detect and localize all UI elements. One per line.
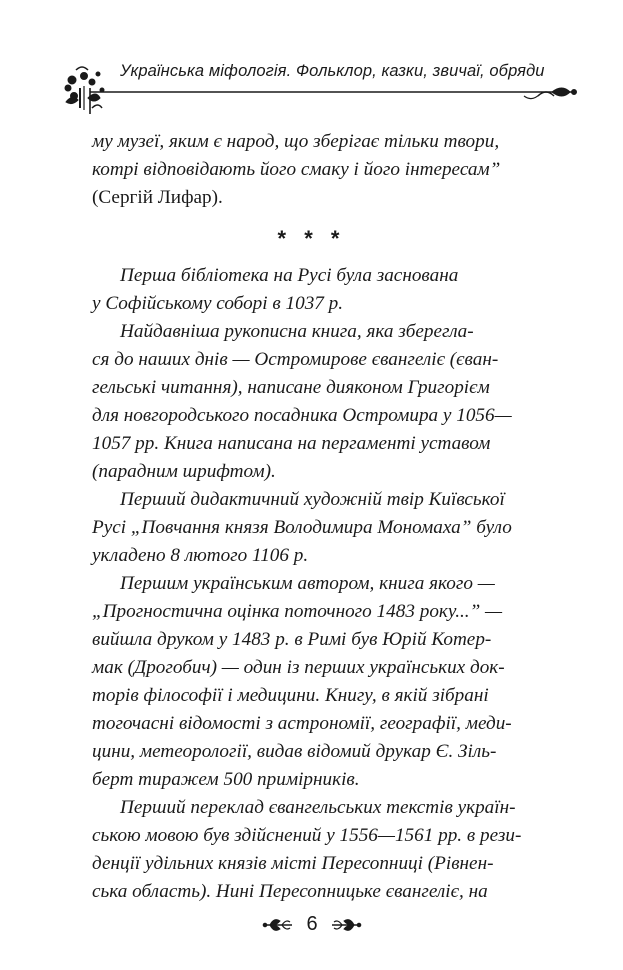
page-number: 6	[306, 913, 318, 935]
text-line: 1057 рр. Книга написана на пергаменті уставом	[92, 433, 491, 454]
leaf-flourish-icon	[262, 916, 294, 934]
text-line: Перший переклад євангельських текстів україн-	[120, 797, 516, 818]
text-line: му музеї, яким є народ, що зберігає тільки твори,	[92, 131, 500, 152]
text-line: (парадним шрифтом).	[92, 461, 276, 482]
text-line: ся до наших днів — Остромирове євангеліє (єван-	[92, 349, 499, 370]
text-line: ська область). Нині Пересопницьке євангеліє, на	[92, 881, 488, 902]
text-line: цини, метеорології, видав відомий друкар Є. Зіль-	[92, 741, 497, 762]
text-line: торів філософії і медицини. Книгу, в якій зібрані	[92, 685, 489, 706]
text-line: у Софійському соборі в 1037 р.	[92, 293, 344, 314]
header-title: Українська міфологія. Фольклор, казки, звичаї, обряди	[120, 62, 545, 80]
text-line: Першим українським автором, книга якого —	[120, 573, 495, 594]
text-line: ською мовою був здійснений у 1556—1561 рр. в рези-	[92, 825, 522, 846]
text-line: тогочасні відомості з астрономії, географії, меди-	[92, 713, 512, 734]
text-line: „Прогностична оцінка поточного 1483 року...” —	[92, 601, 503, 622]
text-line: вийшла друком у 1483 р. в Римі був Юрій Котер-	[92, 629, 492, 650]
text-line: мак (Дрогобич) — один із перших українських док-	[92, 657, 505, 678]
text-line: котрі відповідають його смаку і його інтересам”	[92, 159, 501, 180]
running-header	[62, 58, 572, 114]
leaf-flourish-icon	[330, 916, 362, 934]
text-line: берт тиражем 500 примірників.	[92, 769, 360, 790]
text-line: Перший дидактичний художній твір Київської	[120, 489, 505, 510]
text-line: Русі „Повчання князя Володимира Мономаха” було	[92, 517, 512, 538]
page-footer	[0, 910, 623, 940]
text-line: гельські читання), написане дияконом Григорієм	[92, 377, 490, 398]
text-line: для новгородського посадника Остромира у 1056—	[92, 405, 512, 426]
text-line: Найдавніша рукописна книга, яка збереглa-	[120, 321, 474, 342]
text-line: (Сергій Лифар).	[92, 187, 223, 208]
text-line: укладено 8 лютого 1106 р.	[92, 545, 309, 566]
section-separator: * * *	[277, 226, 346, 251]
text-line: денції удільних князів місті Пересопниці (Рівнен-	[92, 853, 494, 874]
text-line: Перша бібліотека на Русі була заснована	[120, 265, 459, 286]
